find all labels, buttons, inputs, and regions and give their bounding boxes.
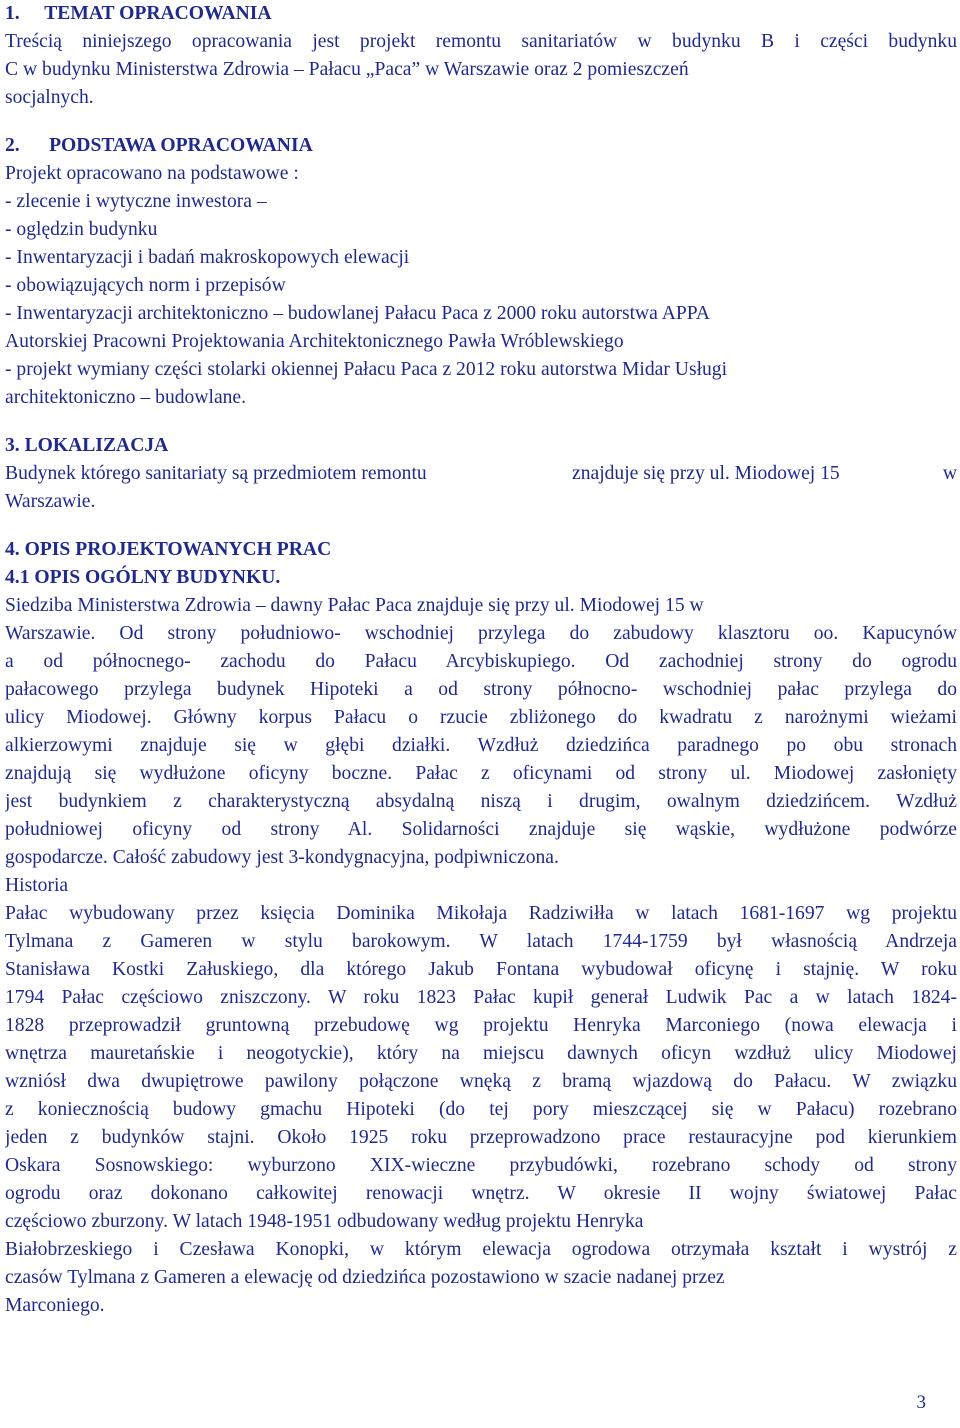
document-page bbox=[5, 0, 957, 1320]
history-line: 1828 przeprowadził gruntowną przebudowę wg projektu Henryka Marconiego (nowa elewacja i bbox=[5, 1015, 957, 1036]
section-2-line: - projekt wymiany części stolarki okiennej Pałacu Paca z 2012 roku autorstwa Midar Usługi bbox=[5, 359, 728, 380]
description-line: gospodarcze. Całość zabudowy jest 3-kondygnacyjna, podpiwniczona. bbox=[5, 847, 559, 868]
location-line bbox=[5, 460, 957, 488]
section-2-title: PODSTAWA OPRACOWANIA bbox=[49, 135, 313, 156]
history-line: wzniósł dwa dwupiętrowe pawilony połączone wnęką z bramą wjazdową do Pałacu. W związku bbox=[5, 1071, 957, 1092]
location-address: znajduje się przy ul. Miodowej 15 bbox=[572, 463, 840, 484]
description-line: Siedziba Ministerstwa Zdrowia – dawny Pałac Paca znajduje się przy ul. Miodowej 15 w bbox=[5, 595, 704, 616]
section-2-number: 2. bbox=[5, 135, 20, 156]
history-line: Marconiego. bbox=[5, 1295, 105, 1316]
section-4-1-heading: 4.1 OPIS OGÓLNY BUDYNKU. bbox=[5, 567, 281, 588]
history-line: Pałac wybudowany przez księcia Dominika Mikołaja Radziwiłła w latach 1681-1697 wg projektu bbox=[5, 903, 957, 924]
location-text-left: Budynek którego sanitariaty są przedmiotem remontu bbox=[5, 463, 427, 484]
description-line: południowej oficyny od strony Al. Solidarności znajduje się wąskie, wydłużone podwórze bbox=[5, 819, 957, 840]
description-line: Warszawie. Od strony południowo- wschodniej przylega do zabudowy klasztoru oo. Kapucynów bbox=[5, 623, 957, 644]
history-label: Historia bbox=[5, 875, 69, 896]
history-line: Tylmana z Gameren w stylu barokowym. W latach 1744-1759 był własnością Andrzeja bbox=[5, 931, 957, 952]
section-2-line: architektoniczno – budowlane. bbox=[5, 387, 247, 408]
description-line: pałacowego przylega budynek Hipoteki a od strony północno- wschodniej pałac przylega do bbox=[5, 679, 957, 700]
location-city: Warszawie. bbox=[5, 491, 96, 512]
description-line: alkierzowymi znajduje się w głębi działki. Wzdłuż dziedzińca paradnego po obu stronach bbox=[5, 735, 957, 756]
section-2-line: - obowiązujących norm i przepisów bbox=[5, 275, 286, 296]
section-1-line: socjalnych. bbox=[5, 87, 94, 108]
section-2-line: Autorskiej Pracowni Projektowania Architektonicznego Pawła Wróblewskiego bbox=[5, 331, 624, 352]
section-2-heading bbox=[5, 132, 957, 160]
history-line: 1794 Pałac częściowo zniszczony. W roku 1823 Pałac kupił generał Ludwik Pac a w latach 1824- bbox=[5, 987, 957, 1008]
history-line: częściowo zburzony. W latach 1948-1951 odbudowany według projektu Henryka bbox=[5, 1211, 644, 1232]
history-line: ogrodu oraz dokonano całkowitej renowacji wnętrz. W okresie II wojny światowej Pałac bbox=[5, 1183, 957, 1204]
page-number: 3 bbox=[916, 1392, 926, 1413]
history-line: jeden z budynków stajni. Około 1925 roku przeprowadzono prace restauracyjne pod kierunkiem bbox=[5, 1127, 957, 1148]
description-line: ulicy Miodowej. Główny korpus Pałacu o rzucie zbliżonego do kwadratu z narożnymi wieżami bbox=[5, 707, 957, 728]
section-3-heading: 3. LOKALIZACJA bbox=[5, 435, 169, 456]
description-line: jest budynkiem z charakterystyczną absydalną niszą i drugim, owalnym dziedzińcem. Wzdłuż bbox=[5, 791, 957, 812]
section-2-line: - zlecenie i wytyczne inwestora – bbox=[5, 191, 267, 212]
section-4-heading: 4. OPIS PROJEKTOWANYCH PRAC bbox=[5, 539, 332, 560]
history-line: Oskara Sosnowskiego: wyburzono XIX-wieczne przybudówki, rozebrano schody od strony bbox=[5, 1155, 957, 1176]
section-2-line: Projekt opracowano na podstawowe : bbox=[5, 163, 299, 184]
history-line: z koniecznością budowy gmachu Hipoteki (do tej pory mieszczącej się w Pałacu) rozebrano bbox=[5, 1099, 957, 1120]
section-2-line: - Inwentaryzacji i badań makroskopowych elewacji bbox=[5, 247, 410, 268]
history-line: czasów Tylmana z Gameren a elewację od dziedzińca pozostawiono w szacie nadanej przez bbox=[5, 1267, 725, 1288]
history-line: wnętrza mauretańskie i neogotyckie), który na miejscu dawnych oficyn wzdłuż ulicy Miodowej bbox=[5, 1043, 957, 1064]
description-line: a od północnego- zachodu do Pałacu Arcybiskupiego. Od zachodniej strony do ogrodu bbox=[5, 651, 957, 672]
section-1-line: C w budynku Ministerstwa Zdrowia – Pałacu „Paca” w Warszawie oraz 2 pomieszczeń bbox=[5, 59, 689, 80]
section-2-line: - oględzin budynku bbox=[5, 219, 158, 240]
history-line: Białobrzeskiego i Czesława Konopki, w którym elewacja ogrodowa otrzymała kształt i wystrój z bbox=[5, 1239, 957, 1260]
section-2-line: - Inwentaryzacji architektoniczno – budowlanej Pałacu Paca z 2000 roku autorstwa APPA bbox=[5, 303, 710, 324]
section-1-line: Treścią niniejszego opracowania jest projekt remontu sanitariatów w budynku B i części budynku bbox=[5, 31, 957, 52]
location-text-right bbox=[572, 460, 957, 488]
section-1-title: TEMAT OPRACOWANIA bbox=[44, 3, 272, 24]
section-1-number: 1. bbox=[5, 3, 20, 24]
location-preposition: w bbox=[942, 463, 957, 484]
history-line: Stanisława Kostki Załuskiego, dla którego Jakub Fontana wybudował oficynę i stajnię. W roku bbox=[5, 959, 957, 980]
section-1-heading bbox=[5, 0, 957, 28]
description-line: znajdują się wydłużone oficyny boczne. Pałac z oficynami od strony ul. Miodowej zasłonięty bbox=[5, 763, 957, 784]
